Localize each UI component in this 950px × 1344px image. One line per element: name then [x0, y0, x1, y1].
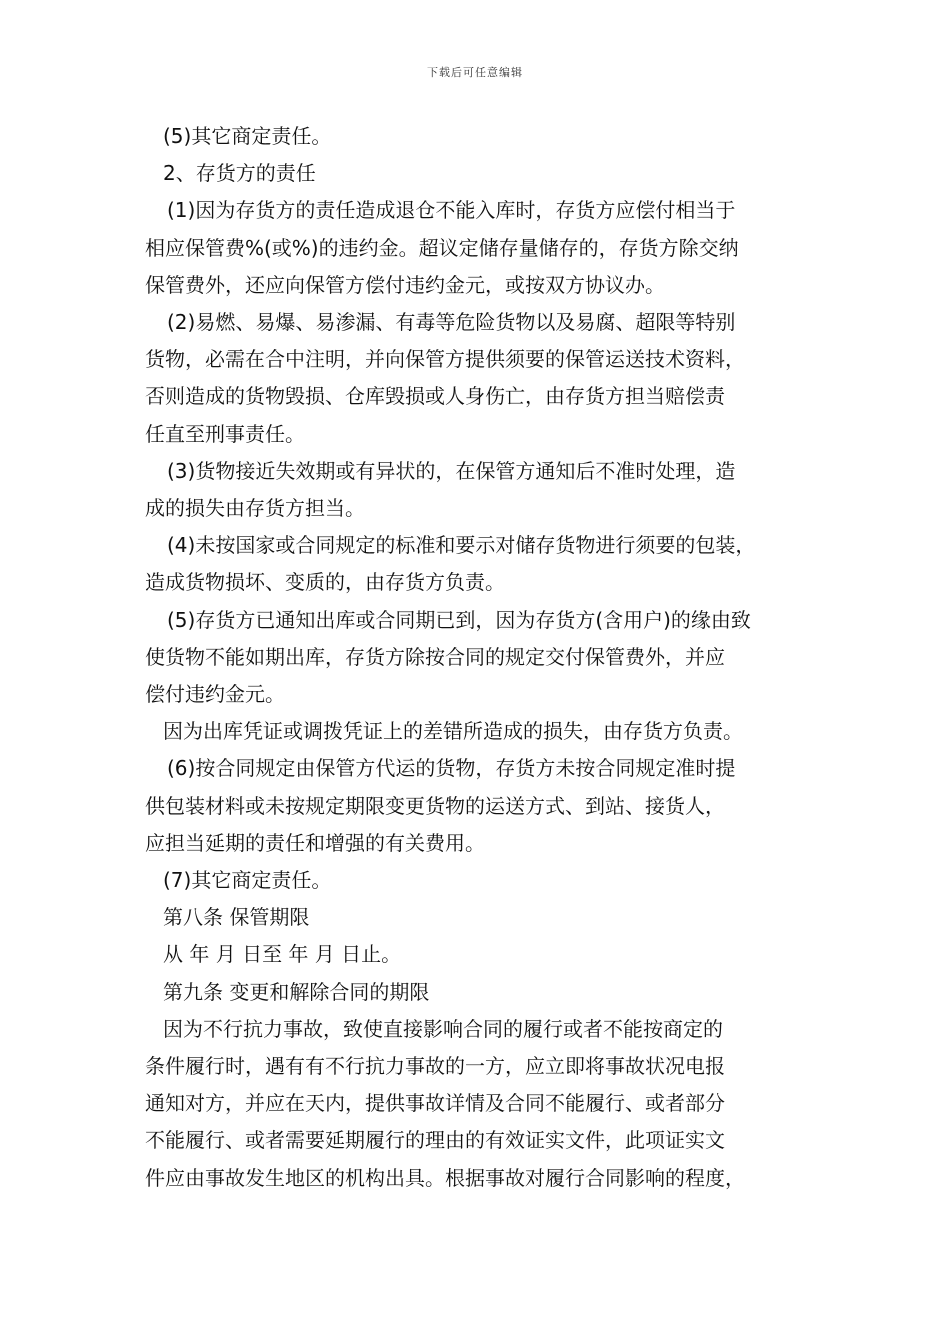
- paragraph-line: 从 年 月 日至 年 月 日止。: [163, 942, 402, 967]
- document-body: [145, 118, 815, 1197]
- paragraph-line: (6)按合同规定由保管方代运的货物，存货方未按合同规定准时提: [167, 756, 736, 781]
- paragraph-line: 货物，必需在合中注明，并向保管方提供须要的保管运送技术资料，: [145, 347, 745, 372]
- paragraph-line: (3)货物接近失效期或有异状的，在保管方通知后不准时处理，造: [167, 458, 736, 483]
- paragraph-line: 偿付违约金元。: [145, 682, 285, 707]
- paragraph-line: (7)其它商定责任。: [163, 868, 332, 893]
- header-note: 下载后可任意编辑: [427, 66, 523, 79]
- paragraph-line: 保管费外，还应向保管方偿付违约金元，或按双方协议办。: [145, 272, 665, 297]
- paragraph-line: (2)易燃、易爆、易渗漏、有毒等危险货物以及易腐、超限等特别: [167, 310, 736, 335]
- paragraph-line: 应担当延期的责任和增强的有关费用。: [145, 830, 485, 855]
- paragraph-line: 否则造成的货物毁损、仓库毁损或人身伤亡，由存货方担当赔偿责: [145, 384, 725, 409]
- section-heading: 2、存货方的责任: [163, 161, 316, 186]
- paragraph-line: 不能履行、或者需要延期履行的理由的有效证实文件，此项证实文: [145, 1128, 725, 1153]
- article-heading: 第九条 变更和解除合同的期限: [163, 979, 430, 1004]
- paragraph-line: 供包装材料或未按规定期限变更货物的运送方式、到站、接货人，: [145, 793, 725, 818]
- paragraph-line: (1)因为存货方的责任造成退仓不能入库时，存货方应偿付相当于: [167, 198, 736, 223]
- paragraph-line: 相应保管费%(或%)的违约金。超议定储存量储存的，存货方除交纳: [145, 235, 739, 260]
- paragraph-line: (4)未按国家或合同规定的标准和要示对储存货物进行须要的包装，: [167, 533, 756, 558]
- paragraph-line: 造成货物损坏、变质的，由存货方负责。: [145, 570, 505, 595]
- paragraph-line: 因为出库凭证或调拨凭证上的差错所造成的损失，由存货方负责。: [163, 719, 743, 744]
- paragraph-line: 使货物不能如期出库，存货方除按合同的规定交付保管费外，并应: [145, 644, 725, 669]
- paragraph-line: 通知对方，并应在天内，提供事故详情及合同不能履行、或者部分: [145, 1091, 725, 1116]
- paragraph-line: (5)其它商定责任。: [163, 124, 332, 148]
- paragraph-line: 任直至刑事责任。: [145, 421, 305, 446]
- paragraph-line: 件应由事故发生地区的机构出具。根据事故对履行合同影响的程度，: [145, 1165, 745, 1190]
- paragraph-line: 因为不行抗力事故，致使直接影响合同的履行或者不能按商定的: [163, 1016, 723, 1041]
- article-heading: 第八条 保管期限: [163, 905, 310, 930]
- paragraph-line: 成的损失由存货方担当。: [145, 496, 365, 521]
- paragraph-line: (5)存货方已通知出库或合同期已到，因为存货方(含用户)的缘由致: [167, 607, 751, 632]
- paragraph-line: 条件履行时，遇有有不行抗力事故的一方，应立即将事故状况电报: [145, 1054, 725, 1079]
